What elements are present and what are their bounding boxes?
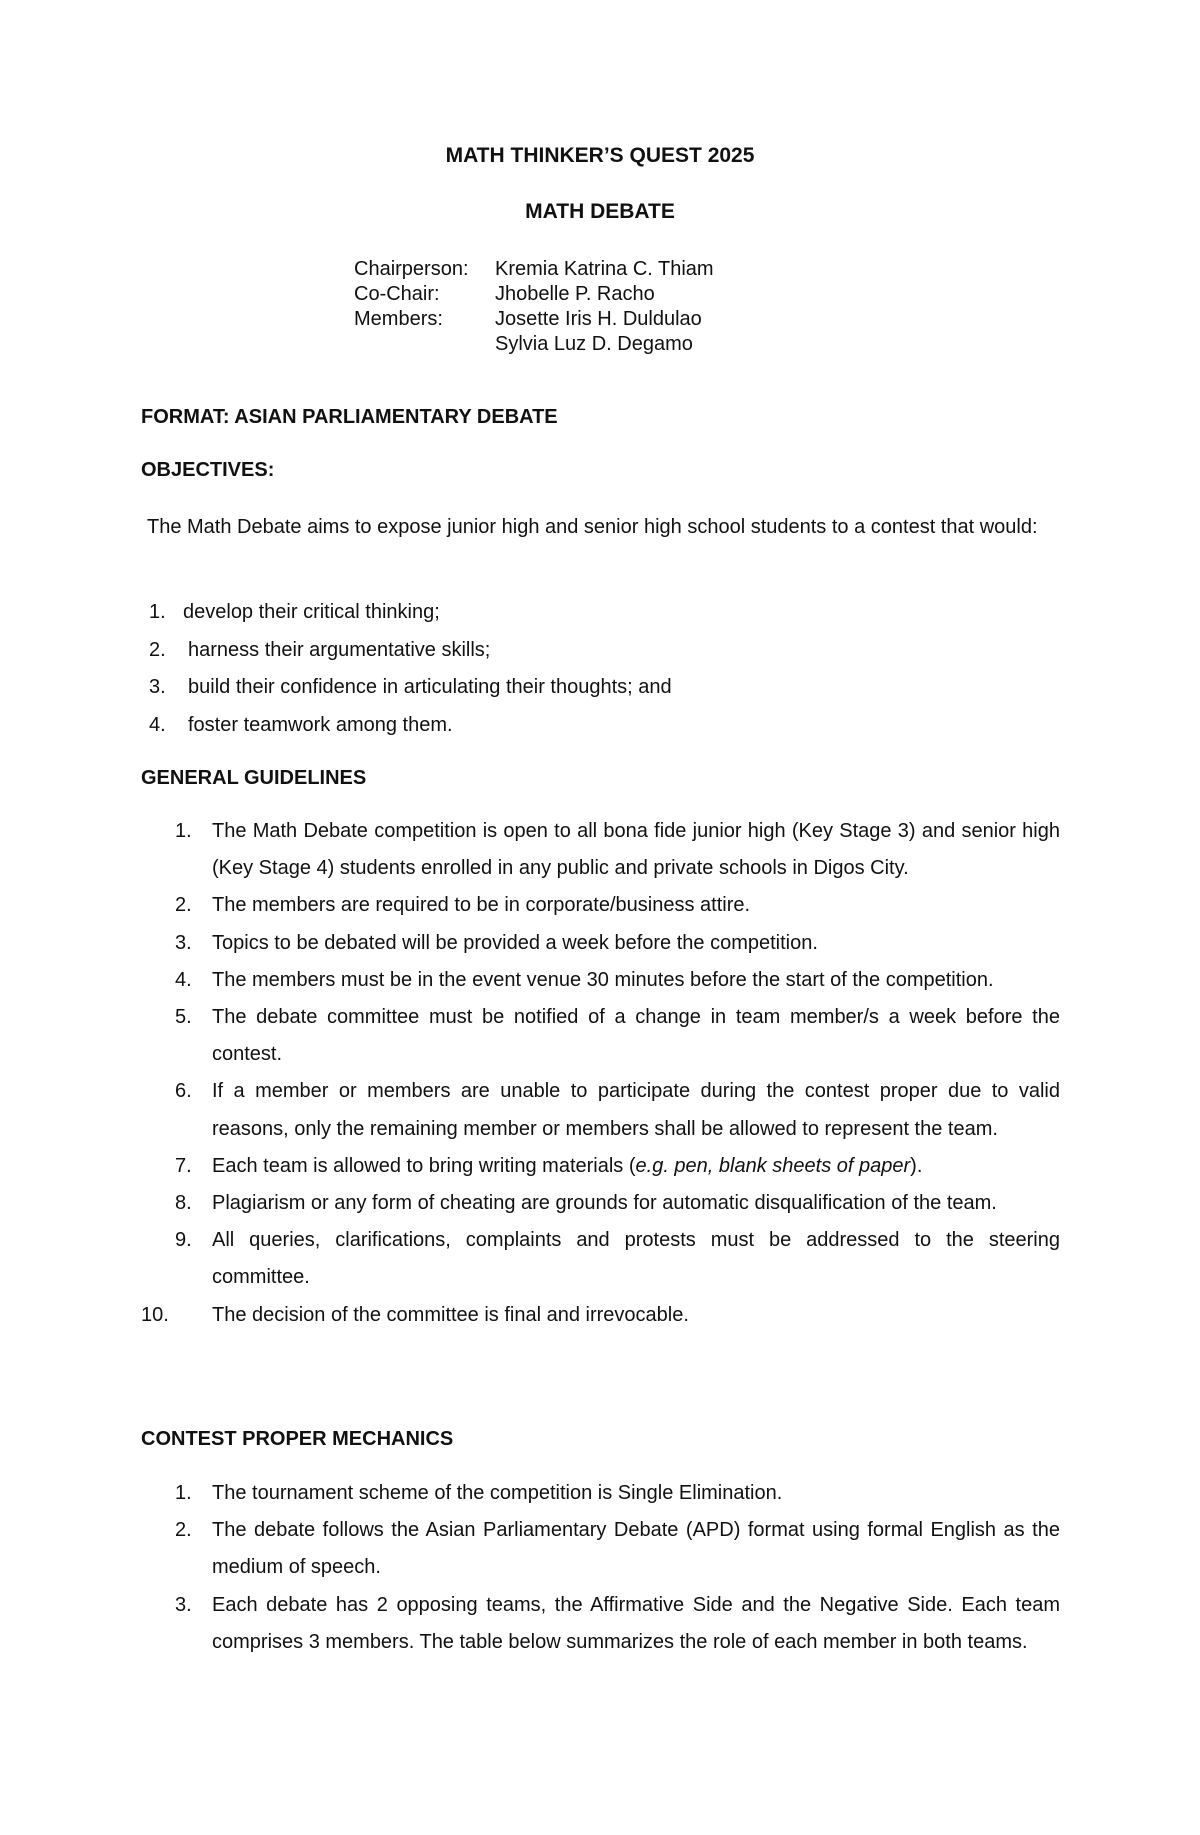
item-number: 4. [149, 713, 166, 736]
item-number: 1. [149, 601, 166, 623]
item-text: The debate follows the Asian Parliamentary Debate (APD) format using formal English as the medium of speech. [212, 1519, 1060, 1579]
committee-name: Josette Iris H. Duldulao [495, 308, 702, 330]
committee-name: Jhobelle P. Racho [495, 283, 655, 305]
committee-row [354, 332, 714, 357]
committee-role: Members: [354, 308, 443, 330]
list-item [0, 1587, 1200, 1661]
item-number: 3. [149, 676, 166, 698]
item-text: The decision of the committee is final and irrevocable. [212, 1303, 689, 1326]
item-text: Plagiarism or any form of cheating are grounds for automatic disqualification of the team. [212, 1192, 997, 1215]
list-item [0, 887, 1200, 924]
item-text-italic: e.g. pen, blank sheets of paper [635, 1154, 911, 1177]
committee-row [354, 282, 714, 307]
objectives-heading: OBJECTIVES: [141, 459, 275, 481]
committee-row [354, 257, 714, 282]
item-number: 5. [175, 1006, 192, 1029]
item-number: 10. [141, 1303, 169, 1326]
committee-name: Sylvia Luz D. Degamo [495, 333, 693, 355]
item-number: 7. [175, 1154, 192, 1177]
committee-role: Chairperson: [354, 258, 469, 280]
committee-role: Co-Chair: [354, 283, 440, 305]
list-item [0, 925, 1200, 962]
list-item [0, 999, 1200, 1073]
format-heading: FORMAT: ASIAN PARLIAMENTARY DEBATE [141, 406, 558, 428]
document-subtitle: MATH DEBATE [525, 200, 675, 223]
item-number: 4. [175, 968, 192, 991]
list-item [0, 632, 1200, 670]
item-text: build their confidence in articulating their thoughts; and [188, 676, 672, 698]
item-number: 8. [175, 1192, 192, 1215]
item-text: The members must be in the event venue 30 minutes before the start of the competition. [212, 968, 994, 991]
list-item [0, 1148, 1200, 1185]
list-item [0, 1475, 1200, 1512]
item-number: 9. [175, 1229, 192, 1252]
contest-mechanics-list [0, 1475, 1200, 1661]
item-number: 2. [175, 1519, 192, 1542]
item-text: harness their argumentative skills; [188, 638, 491, 661]
objectives-intro-text: The Math Debate aims to expose junior high and senior high school students to a contest that would: [147, 516, 1038, 538]
item-text: The Math Debate competition is open to all bona fide junior high (Key Stage 3) and senior high (Key Stage 4) students enrolled in any public and private schools in Digos City. [212, 820, 1060, 880]
item-text: The tournament scheme of the competition is Single Elimination. [212, 1482, 783, 1504]
committee-row [354, 307, 714, 332]
item-number: 1. [175, 1482, 192, 1504]
item-text: foster teamwork among them. [188, 713, 453, 736]
list-item [0, 1185, 1200, 1222]
list-item [0, 669, 1200, 707]
item-text: The debate committee must be notified of a change in team member/s a week before the contest. [212, 1006, 1060, 1066]
list-item [0, 707, 1200, 745]
list-item [0, 1073, 1200, 1147]
item-text: Topics to be debated will be provided a week before the competition. [212, 931, 818, 954]
contest-mechanics-heading: CONTEST PROPER MECHANICS [141, 1428, 454, 1450]
item-text: The members are required to be in corporate/business attire. [212, 894, 751, 917]
item-number: 3. [175, 931, 192, 954]
objectives-list [0, 594, 1200, 744]
list-item [0, 594, 1200, 632]
list-item [0, 813, 1200, 887]
item-number: 6. [175, 1080, 192, 1103]
item-text: Each debate has 2 opposing teams, the Affirmative Side and the Negative Side. Each team comprises 3 members. The table below summarizes the role of each member in both teams. [212, 1593, 1060, 1653]
document-title: MATH THINKER’S QUEST 2025 [445, 144, 755, 167]
general-guidelines-list [0, 813, 1200, 1334]
list-item [0, 1512, 1200, 1586]
committee-role [354, 332, 495, 357]
committee-block [354, 257, 714, 357]
item-number: 2. [149, 638, 166, 661]
item-number: 1. [175, 820, 192, 842]
general-guidelines-heading: GENERAL GUIDELINES [141, 767, 367, 789]
item-text-after: ). [910, 1154, 923, 1177]
item-number: 2. [175, 894, 192, 917]
item-text [212, 1148, 1060, 1185]
item-text-before: Each team is allowed to bring writing materials ( [212, 1154, 636, 1177]
item-number: 3. [175, 1593, 192, 1616]
list-item [0, 962, 1200, 999]
list-item [0, 1297, 1200, 1334]
item-text: If a member or members are unable to participate during the contest proper due to valid reasons, only the remaining member or members shall be allowed to represent the team. [212, 1080, 1060, 1140]
item-text: All queries, clarifications, complaints and protests must be addressed to the steering committee. [212, 1229, 1060, 1289]
committee-name: Kremia Katrina C. Thiam [495, 258, 714, 280]
list-item [0, 1222, 1200, 1296]
objectives-intro [141, 508, 1060, 546]
item-text: develop their critical thinking; [183, 601, 440, 623]
